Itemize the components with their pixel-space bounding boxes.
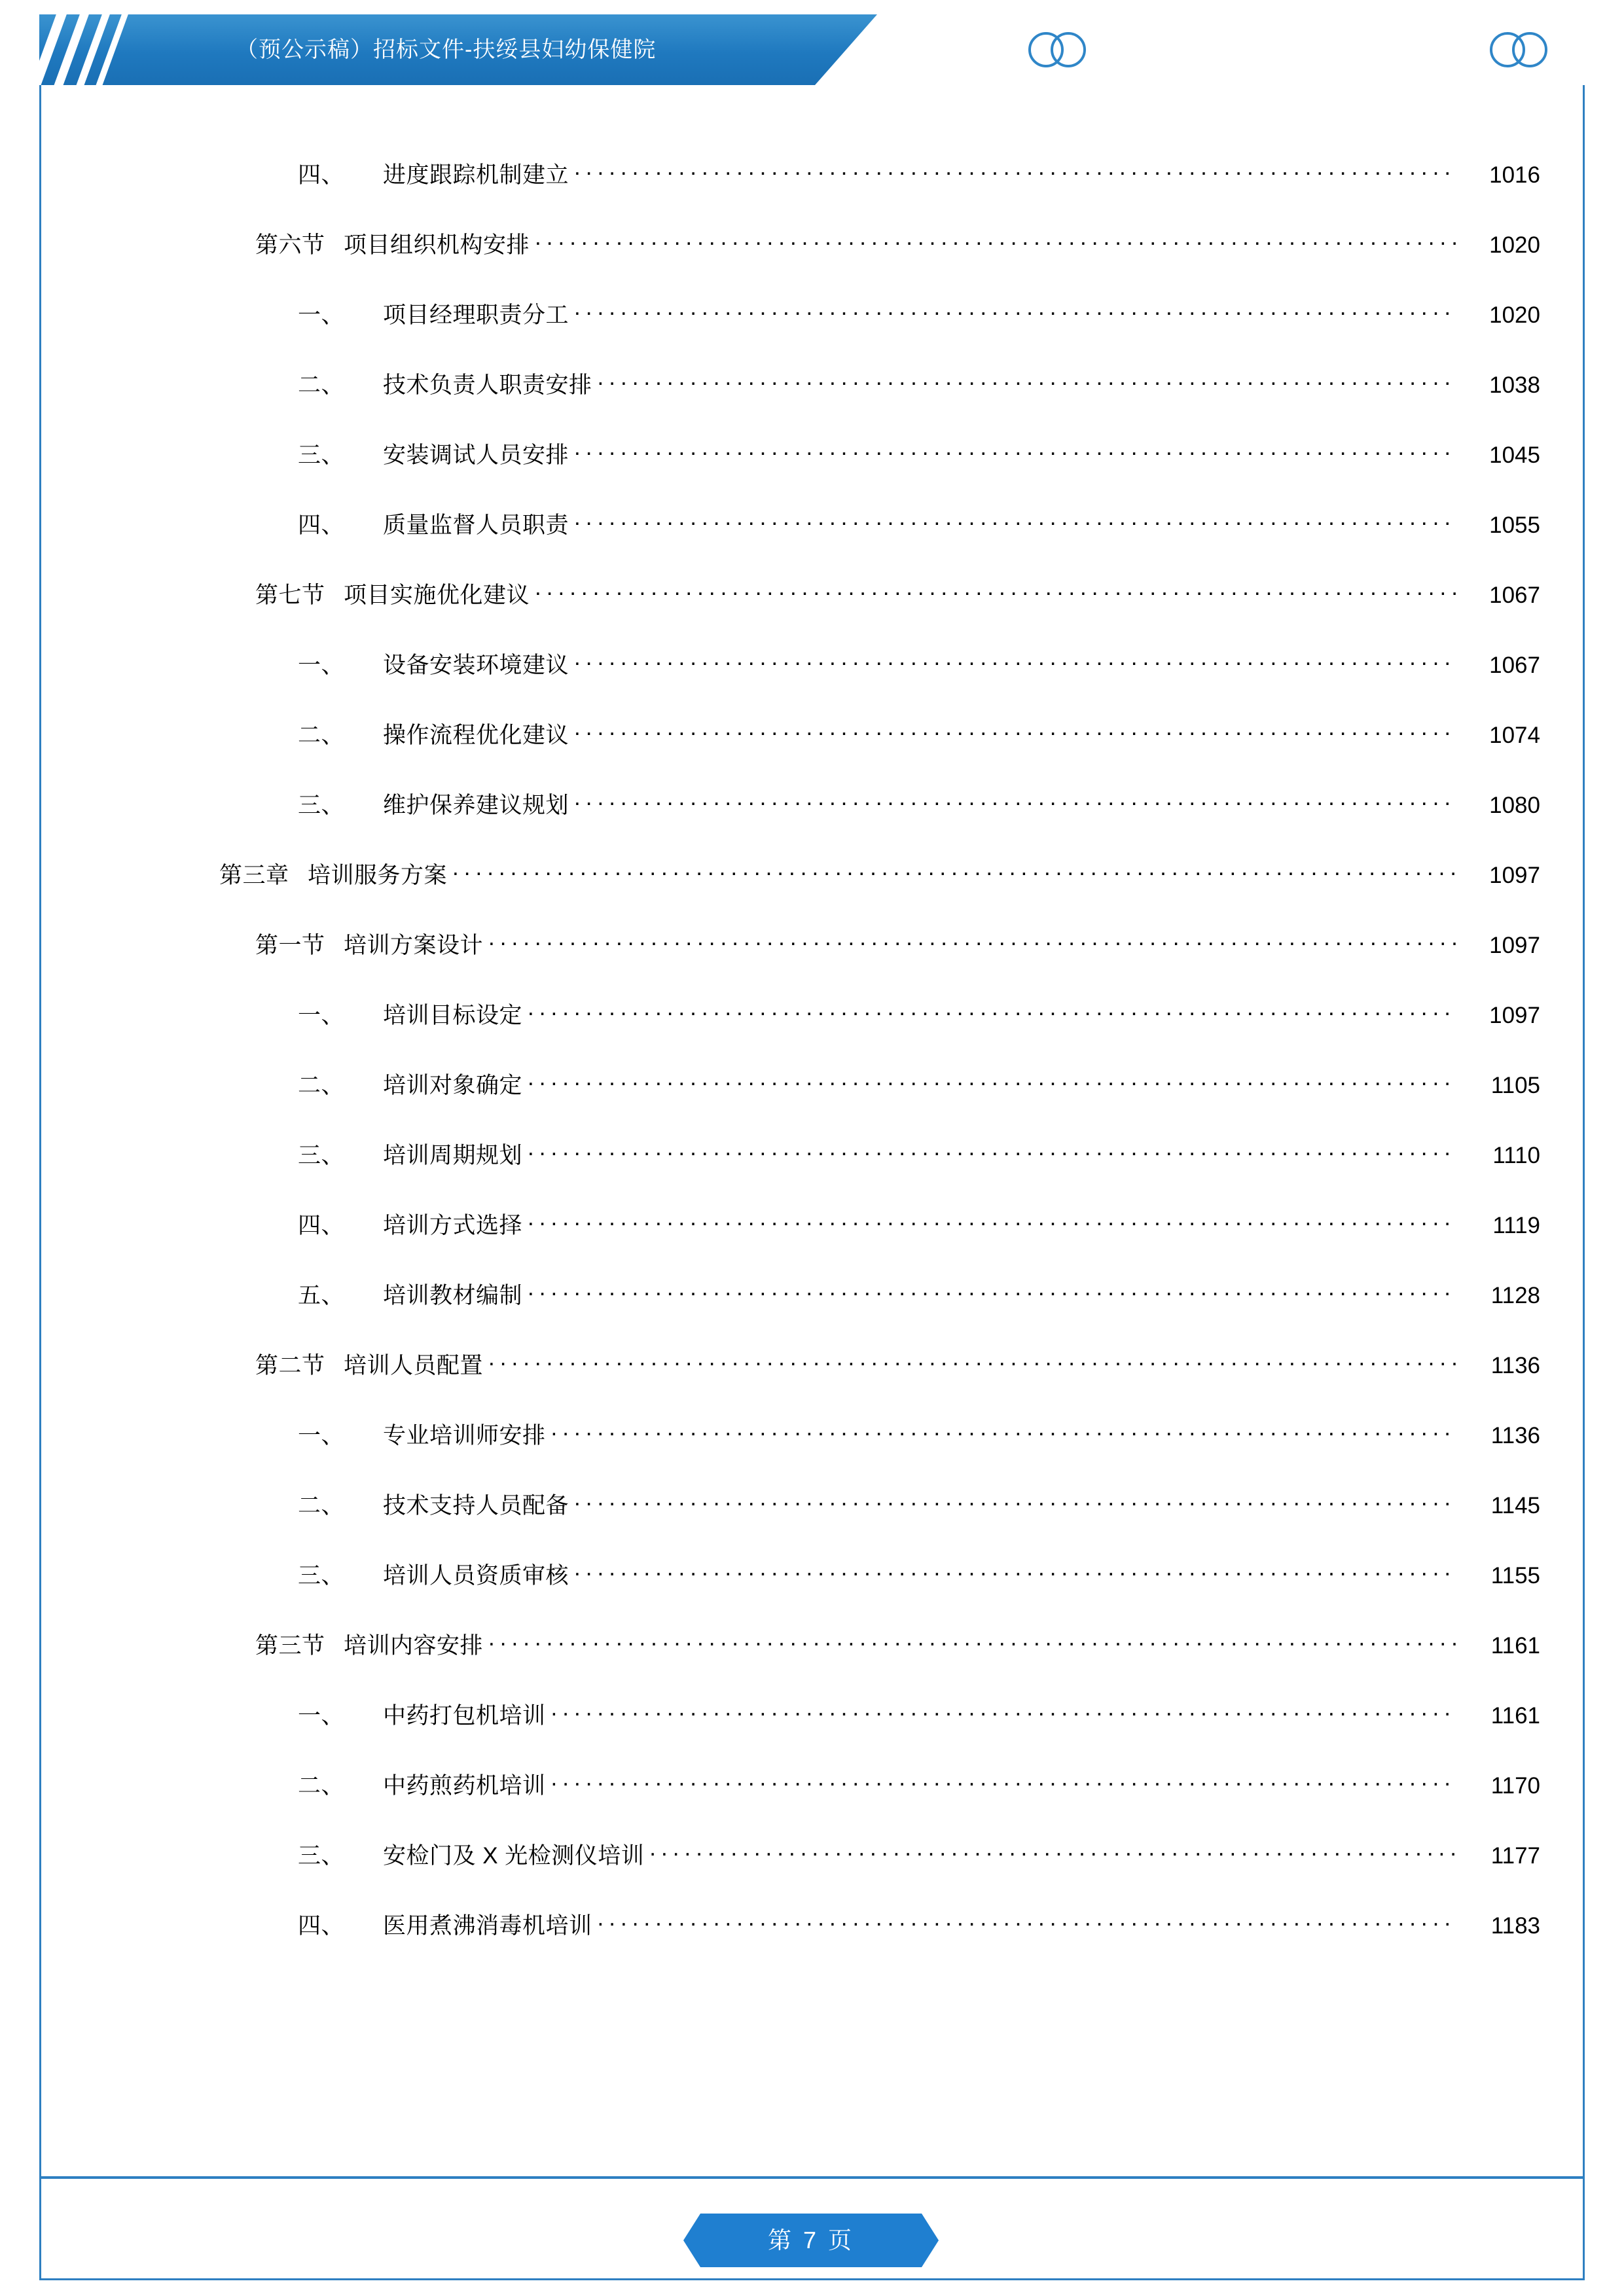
- toc-entry-number: 四、: [298, 1913, 345, 1939]
- toc-leader-dots: [528, 1280, 1456, 1303]
- toc-entry[interactable]: [39, 647, 1585, 717]
- toc-entry-number: 二、: [298, 723, 345, 748]
- toc-leader-dots: [598, 370, 1456, 393]
- toc-entry-page: 1105: [1490, 1073, 1540, 1098]
- toc-entry-title: 培训周期规划: [383, 1143, 523, 1168]
- toc-entry-page: 1128: [1490, 1283, 1540, 1308]
- toc-entry-number: 二、: [298, 1773, 345, 1799]
- toc-entry-page: 1016: [1489, 162, 1540, 188]
- footer-divider: [39, 2176, 1585, 2179]
- header-stripes-decoration: [39, 14, 157, 85]
- toc-entry-number: 第二节: [255, 1353, 325, 1378]
- toc-leader-dots: [574, 510, 1456, 533]
- toc-entry-number: 四、: [298, 1213, 345, 1238]
- toc-entry-title: 进度跟踪机制建立: [383, 162, 569, 188]
- toc-entry-title: 培训教材编制: [383, 1283, 523, 1308]
- toc-entry-title: 技术支持人员配备: [383, 1493, 569, 1518]
- toc-entry-number: 三、: [298, 1563, 345, 1588]
- toc-entry-number: 一、: [298, 1003, 345, 1028]
- toc-leader-dots: [574, 440, 1456, 463]
- toc-leader-dots: [574, 1560, 1456, 1583]
- toc-leader-dots: [535, 580, 1456, 603]
- toc-entry-title: 培训人员资质审核: [383, 1563, 569, 1588]
- toc-entry-title: 质量监督人员职责: [383, 512, 569, 538]
- toc-leader-dots: [574, 160, 1456, 183]
- toc-leader-dots: [649, 1840, 1456, 1863]
- toc-entry[interactable]: [39, 1488, 1585, 1558]
- toc-entry[interactable]: [39, 717, 1585, 787]
- toc-entry-number: 三、: [298, 793, 345, 818]
- toc-entry-page: 1097: [1489, 1003, 1540, 1028]
- toc-entry[interactable]: [39, 1418, 1585, 1488]
- toc-leader-dots: [574, 300, 1456, 323]
- toc-entry-page: 1080: [1489, 793, 1540, 818]
- toc-entry-title: 安装调试人员安排: [383, 442, 569, 468]
- toc-entry-number: 四、: [298, 162, 345, 188]
- toc-entry-page: 1161: [1490, 1633, 1540, 1659]
- toc-entry[interactable]: [39, 1348, 1585, 1418]
- toc-entry-number: 一、: [298, 1423, 345, 1448]
- toc-entry-page: 1161: [1490, 1703, 1540, 1729]
- footer-badge-right-wing: [922, 2214, 939, 2267]
- toc-entry[interactable]: [39, 997, 1585, 1067]
- toc-entry-page: 1170: [1490, 1773, 1540, 1799]
- toc-entry[interactable]: [39, 157, 1585, 227]
- table-of-contents: [39, 157, 1585, 1978]
- toc-entry[interactable]: [39, 1278, 1585, 1348]
- toc-entry[interactable]: [39, 1908, 1585, 1978]
- toc-entry-page: 1067: [1489, 583, 1540, 608]
- toc-entry-title: 安检门及 X 光检测仪培训: [383, 1843, 645, 1869]
- toc-leader-dots: [535, 230, 1456, 253]
- footer-badge-left-wing: [683, 2214, 700, 2267]
- interlocking-rings-logo-icon: [1015, 31, 1100, 68]
- toc-entry-title: 专业培训师安排: [383, 1423, 546, 1448]
- toc-leader-dots: [574, 720, 1456, 743]
- toc-leader-dots: [528, 1070, 1456, 1093]
- toc-leader-dots: [574, 1490, 1456, 1513]
- toc-entry[interactable]: [39, 1628, 1585, 1698]
- toc-entry-title: 培训人员配置: [344, 1353, 484, 1378]
- toc-entry-title: 项目组织机构安排: [344, 232, 530, 258]
- toc-entry-number: 五、: [298, 1283, 345, 1308]
- toc-entry[interactable]: [39, 297, 1585, 367]
- toc-leader-dots: [598, 1910, 1456, 1933]
- toc-entry-number: 第七节: [255, 583, 325, 608]
- toc-entry-number: 一、: [298, 1703, 345, 1729]
- toc-entry[interactable]: [39, 577, 1585, 647]
- page-header: [39, 14, 1585, 85]
- toc-entry-page: 1110: [1492, 1143, 1540, 1168]
- toc-entry-page: 1045: [1489, 442, 1540, 468]
- toc-entry-title: 操作流程优化建议: [383, 723, 569, 748]
- toc-leader-dots: [551, 1420, 1456, 1443]
- toc-entry-page: 1074: [1489, 723, 1540, 748]
- toc-entry-page: 1038: [1489, 372, 1540, 398]
- toc-entry-number: 一、: [298, 302, 345, 328]
- toc-entry-number: 第六节: [255, 232, 325, 258]
- toc-entry-title: 培训对象确定: [383, 1073, 523, 1098]
- toc-entry-number: 三、: [298, 1143, 345, 1168]
- toc-entry-title: 项目实施优化建议: [344, 583, 530, 608]
- toc-leader-dots: [528, 1210, 1456, 1233]
- toc-entry-title: 培训内容安排: [344, 1633, 484, 1659]
- toc-entry-title: 医用煮沸消毒机培训: [383, 1913, 592, 1939]
- toc-leader-dots: [551, 1700, 1456, 1723]
- toc-entry-title: 项目经理职责分工: [383, 302, 569, 328]
- toc-entry[interactable]: [39, 1838, 1585, 1908]
- toc-entry[interactable]: [39, 507, 1585, 577]
- toc-entry[interactable]: [39, 1138, 1585, 1208]
- toc-entry[interactable]: [39, 367, 1585, 437]
- toc-leader-dots: [488, 930, 1456, 953]
- toc-entry-page: 1020: [1489, 302, 1540, 328]
- toc-entry-number: 二、: [298, 372, 345, 398]
- toc-entry-page: 1067: [1489, 653, 1540, 678]
- toc-entry-page: 1097: [1489, 863, 1540, 888]
- toc-entry[interactable]: [39, 1698, 1585, 1768]
- toc-entry[interactable]: [39, 787, 1585, 857]
- header-wedge-decoration: [815, 14, 1585, 85]
- toc-leader-dots: [488, 1350, 1456, 1373]
- toc-entry-page: 1136: [1490, 1353, 1540, 1378]
- interlocking-rings-logo-icon: [1476, 31, 1561, 68]
- toc-entry-page: 1097: [1489, 933, 1540, 958]
- toc-entry-title: 培训目标设定: [383, 1003, 523, 1028]
- toc-entry[interactable]: [39, 927, 1585, 997]
- toc-entry-page: 1155: [1490, 1563, 1540, 1588]
- toc-entry[interactable]: [39, 1768, 1585, 1838]
- toc-entry[interactable]: [39, 227, 1585, 297]
- toc-leader-dots: [574, 790, 1456, 813]
- toc-entry-title: 培训服务方案: [308, 863, 448, 888]
- toc-entry-page: 1119: [1492, 1213, 1540, 1238]
- toc-entry-page: 1020: [1489, 232, 1540, 258]
- toc-entry-title: 设备安装环境建议: [383, 653, 569, 678]
- toc-entry-number: 第一节: [255, 933, 325, 958]
- toc-leader-dots: [574, 650, 1456, 673]
- toc-entry-title: 技术负责人职责安排: [383, 372, 592, 398]
- toc-entry[interactable]: [39, 857, 1585, 927]
- toc-entry-title: 维护保养建议规划: [383, 793, 569, 818]
- toc-entry[interactable]: [39, 1067, 1585, 1138]
- toc-entry[interactable]: [39, 1558, 1585, 1628]
- toc-entry[interactable]: [39, 1208, 1585, 1278]
- toc-leader-dots: [488, 1630, 1456, 1653]
- toc-entry-number: 二、: [298, 1073, 345, 1098]
- toc-entry-number: 三、: [298, 1843, 345, 1869]
- toc-entry-title: 培训方案设计: [344, 933, 484, 958]
- toc-leader-dots: [551, 1770, 1456, 1793]
- toc-entry-number: 第三节: [255, 1633, 325, 1659]
- toc-entry-page: 1177: [1490, 1843, 1540, 1869]
- toc-entry-number: 三、: [298, 442, 345, 468]
- toc-leader-dots: [528, 1140, 1456, 1163]
- page-number-label: 第 7 页: [767, 2227, 855, 2253]
- toc-entry-page: 1136: [1490, 1423, 1540, 1448]
- toc-entry[interactable]: [39, 437, 1585, 507]
- page-number-badge: [700, 2214, 922, 2267]
- toc-entry-number: 二、: [298, 1493, 345, 1518]
- toc-entry-number: 第三章: [219, 863, 289, 888]
- toc-leader-dots: [528, 1000, 1456, 1023]
- toc-leader-dots: [452, 860, 1456, 883]
- toc-entry-page: 1055: [1489, 512, 1540, 538]
- toc-entry-title: 中药煎药机培训: [383, 1773, 546, 1799]
- toc-entry-title: 培训方式选择: [383, 1213, 523, 1238]
- toc-entry-page: 1183: [1490, 1913, 1540, 1939]
- toc-entry-number: 一、: [298, 653, 345, 678]
- toc-entry-number: 四、: [298, 512, 345, 538]
- toc-entry-page: 1145: [1490, 1493, 1540, 1518]
- toc-entry-title: 中药打包机培训: [383, 1703, 546, 1729]
- header-title: （预公示稿）招标文件-扶绥县妇幼保健院: [236, 37, 657, 62]
